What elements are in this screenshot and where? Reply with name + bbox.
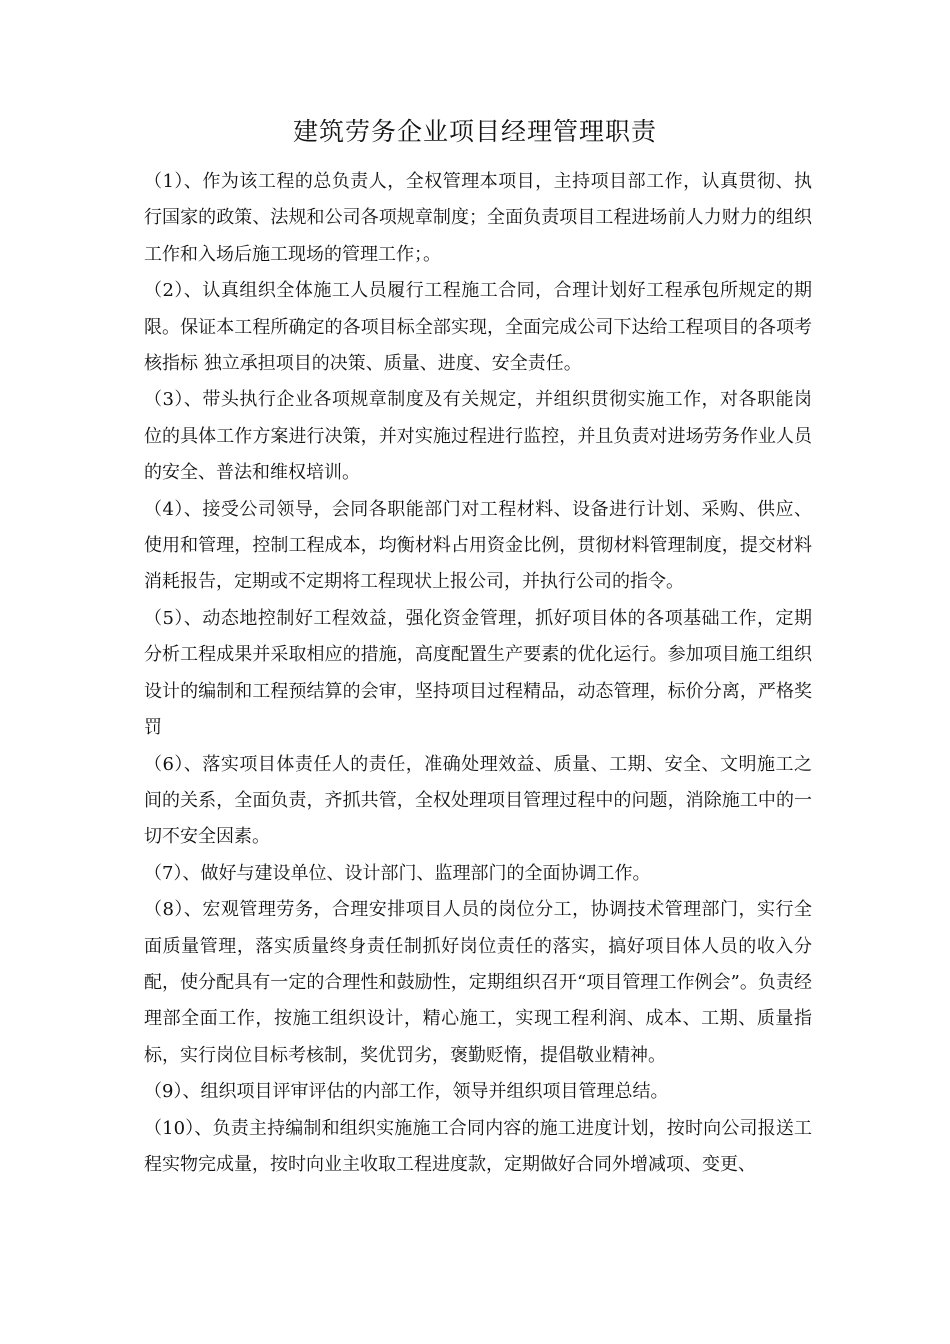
paragraph-1: （1）、作为该工程的总负责人，全权管理本项目，主持项目部工作，认真贯彻、执行国家的政策、法规和公司各项规章制度；全面负责项目工程进场前人力财力的组织工作和入场后施工现场的管理工作；。 [144,171,812,265]
paragraph-2: （2）、认真组织全体施工人员履行工程施工合同，合理计划好工程承包所规定的期限。保证本工程所确定的各项目标全部实现，全面完成公司下达给工程项目的各项考核指标 独立承担项目的决策、质量、进度、安全责任。 [144,280,812,375]
document-body [144,164,812,1183]
document-title: 建筑劳务企业项目经理管理职责 [292,117,657,146]
paragraph-3: （3）、带头执行企业各项规章制度及有关规定，并组织贯彻实施工作，对各职能岗位的具体工作方案进行决策，并对实施过程进行监控，并且负责对进场劳务作业人员的安全、普法和维权培训。 [144,389,812,484]
paragraph-10: （10）、负责主持编制和组织实施施工合同内容的施工进度计划，按时向公司报送工程实物完成量，按时向业主收取工程进度款，定期做好合同外增减项、变更、 [144,1117,812,1175]
paragraph-5: （5）、动态地控制好工程效益，强化资金管理，抓好项目体的各项基础工作，定期分析工程成果并采取相应的措施，高度配置生产要素的优化运行。参加项目施工组织设计的编制和工程预结算的会审，坚持项目过程精品，动态管理，标价分离，严格奖罚 [144,607,812,739]
paragraph-7: （7）、做好与建设单位、设计部门、监理部门的全面协调工作。 [144,862,651,884]
paragraph-8: （8）、宏观管理劳务，合理安排项目人员的岗位分工，协调技术管理部门，实行全面质量管理，落实质量终身责任制抓好岗位责任的落实，搞好项目体人员的收入分配，使分配具有一定的合理性和鼓励性，定期组织召开“项目管理工作例会”。负责经理部全面工作，按施工组织设计，精心施工，实现工程利润、成本、工期、质量指标，实行岗位目标考核制，奖优罚劣，褒勤贬惰，提倡敬业精神。 [144,899,812,1066]
paragraph-9: （9）、组织项目评审评估的内部工作，领导并组织项目管理总结。 [144,1081,669,1103]
paragraph-6: （6）、落实项目体责任人的责任，准确处理效益、质量、工期、安全、文明施工之间的关系，全面负责，齐抓共管，全权处理项目管理过程中的问题，消除施工中的一切不安全因素。 [144,753,812,848]
paragraph-4: （4）、接受公司领导，会同各职能部门对工程材料、设备进行计划、采购、供应、使用和管理，控制工程成本，均衡材料占用资金比例，贯彻材料管理制度，提交材料消耗报告，定期或不定期将工程现状上报公司，并执行公司的指令。 [144,498,812,593]
